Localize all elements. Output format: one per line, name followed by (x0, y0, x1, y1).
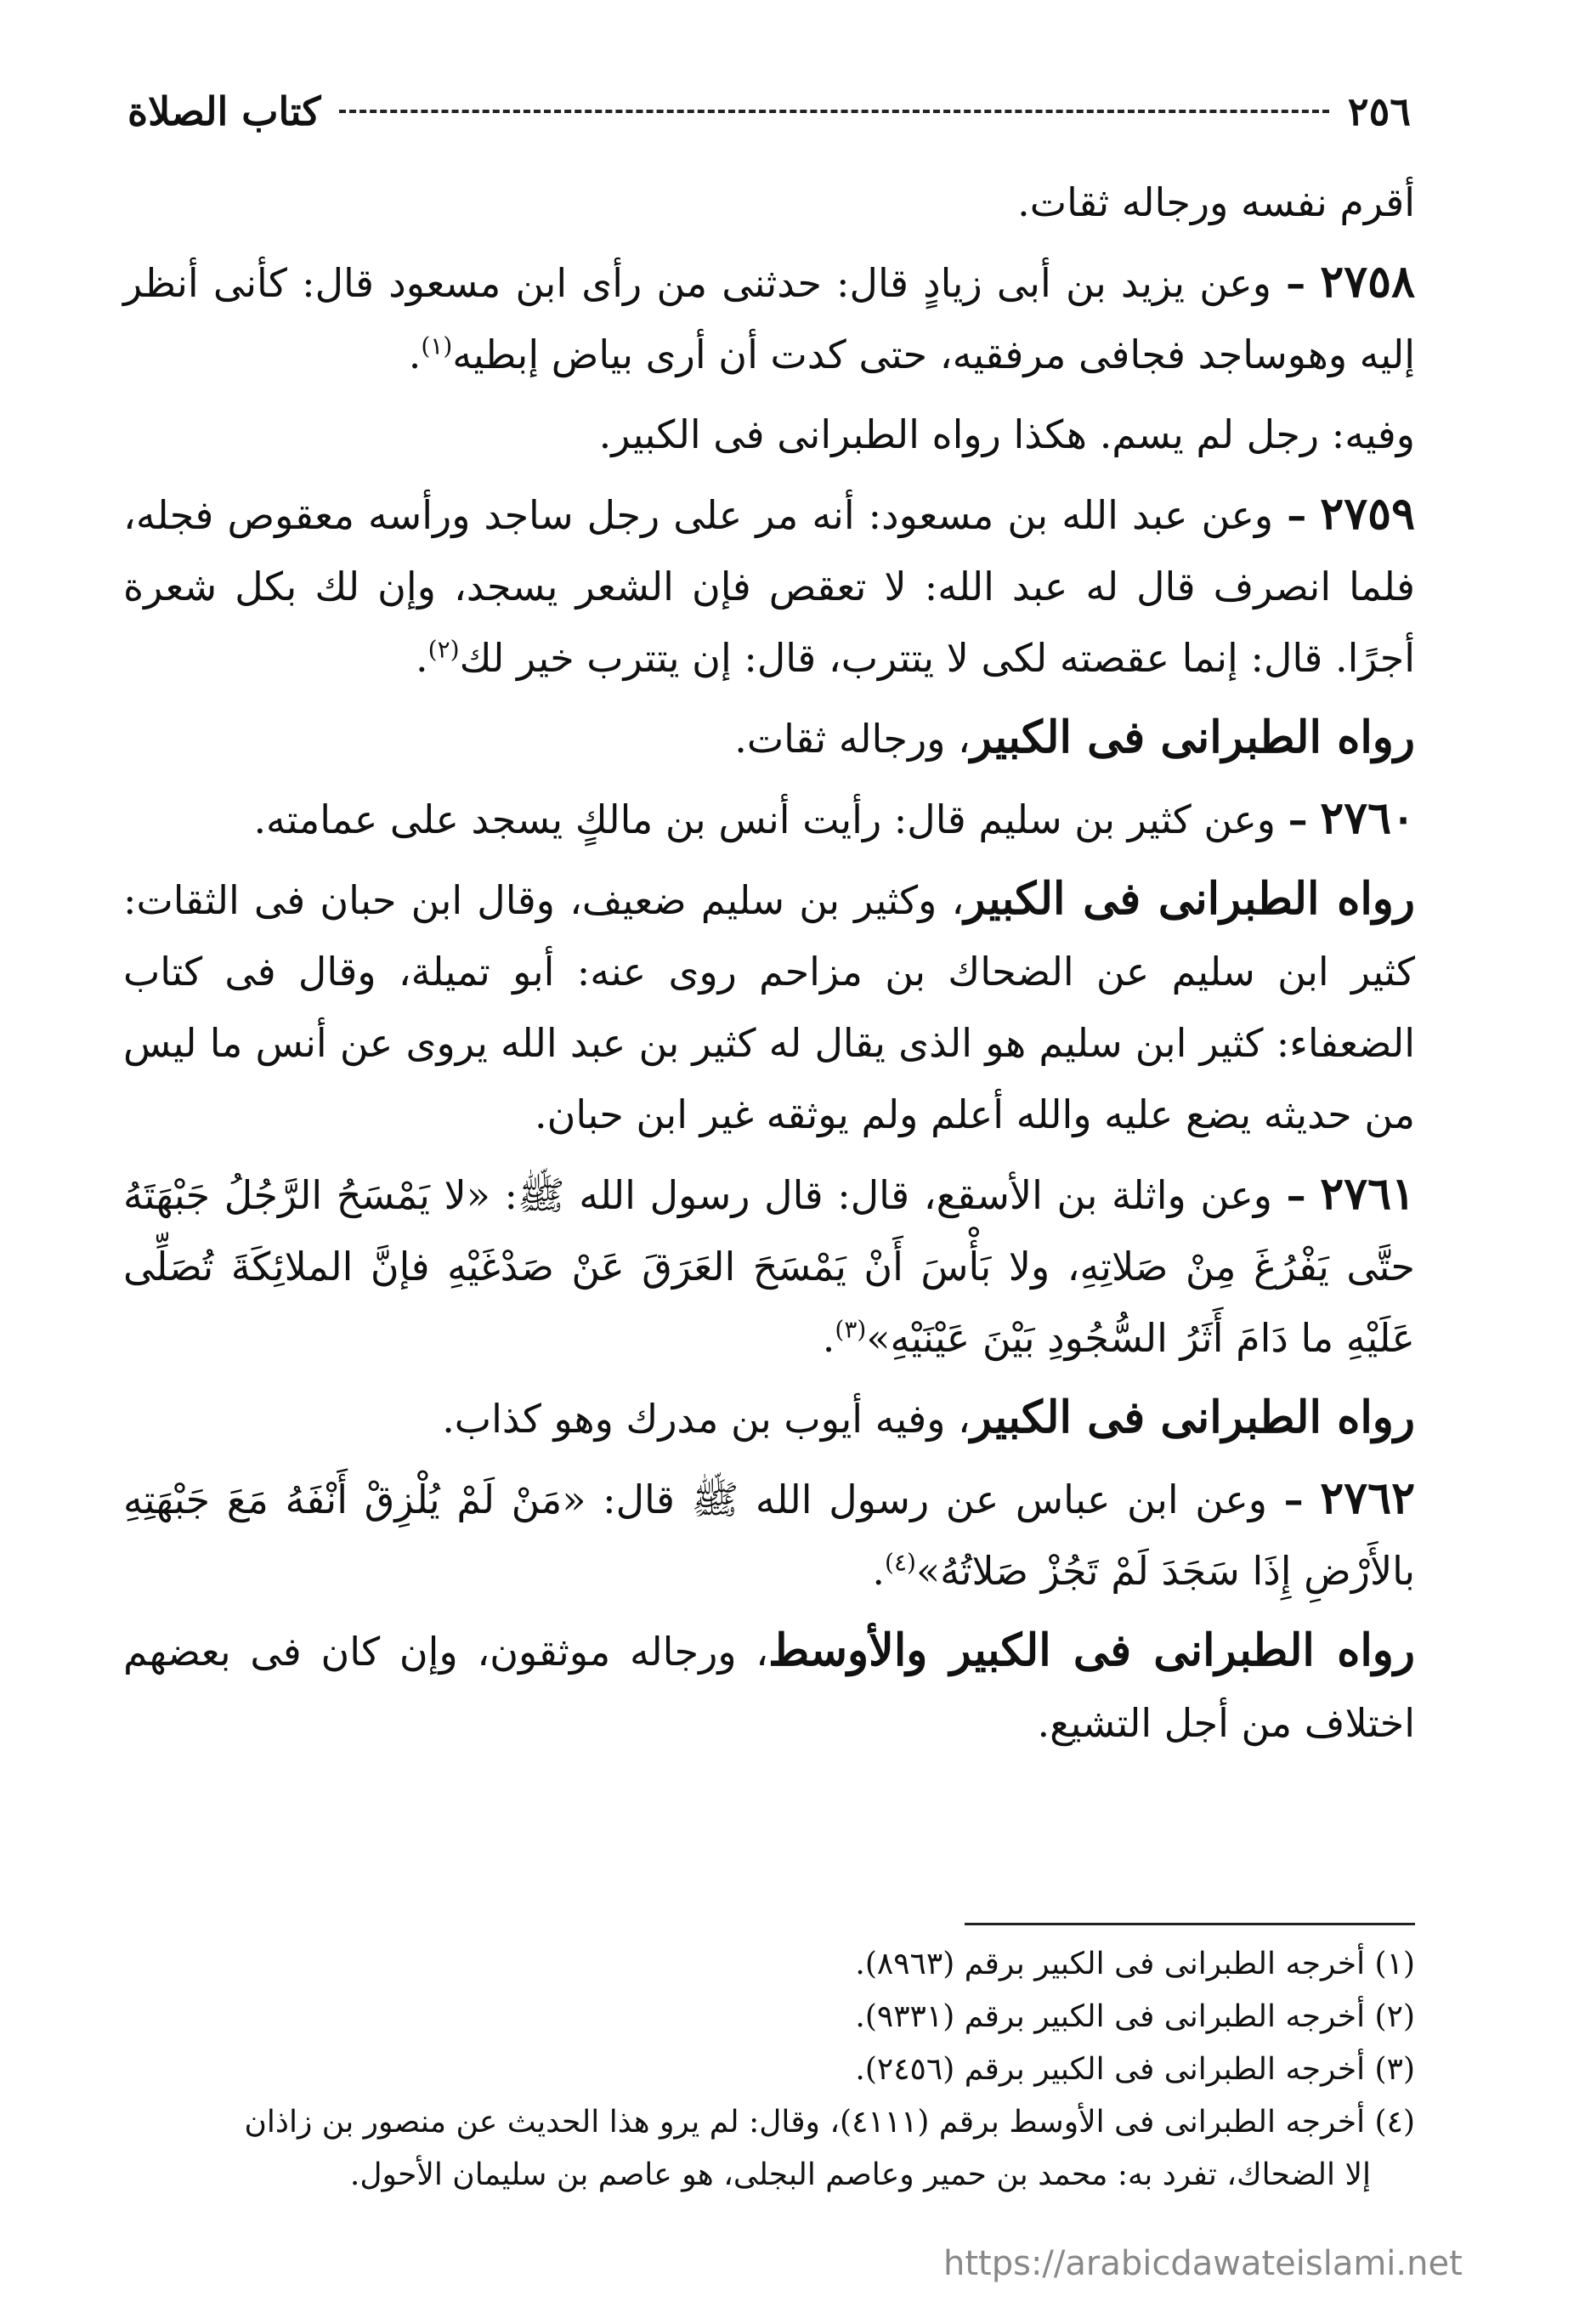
hadith-number: ٢٧٦٠ (1320, 792, 1415, 844)
hadith-dash: – (1288, 796, 1308, 842)
footnote-2: (٢) أخرجه الطبرانى فى الكبير برقم (٩٣٣١). (855, 1999, 1415, 2034)
hadith-2759 (123, 479, 1415, 694)
commentary-2760 (123, 864, 1415, 1150)
commentary-2761 (123, 1382, 1415, 1454)
hadith-number: ٢٧٦١ (1320, 1168, 1416, 1220)
paragraph-text: وفيه: رجل لم يسم. هكذا رواه الطبرانى فى الكبير. (598, 411, 1415, 457)
hadith-text: وعن كثير بن سليم قال: رأيت أنس بن مالكٍ يسجد على عمامته. (253, 796, 1276, 842)
paragraph-text: أقرم نفسه ورجاله ثقات. (1017, 179, 1415, 225)
hadith-2760 (123, 783, 1415, 855)
hadith-text: وعن ابن عباس عن رسول الله ﷺ قال: «مَنْ لَمْ يُلْزِقْ أَنْفَهُ مَعَ جَبْهَتِهِ بالأَرْضِ إِذَا سَجَدَ لَمْ تَجُزْ صَلاتُهُ» (123, 1477, 1415, 1594)
hadith-2758 (123, 247, 1415, 390)
hadith-2761 (123, 1159, 1415, 1374)
page-number: ٢٥٦ (1347, 88, 1411, 134)
hadith-end: . (416, 635, 428, 681)
paragraph-text: ، ورجاله ثقات. (734, 716, 971, 762)
paragraph-text: ، ورجاله موثقون، وإن كان فى بعضهم اختلاف من أجل التشيع. (123, 1629, 1415, 1746)
commentary-2758 (123, 399, 1415, 470)
footnote-3: (٣) أخرجه الطبرانى فى الكبير برقم (٢٤٥٦). (855, 2052, 1415, 2087)
footnote-ref: (٣) (835, 1315, 867, 1344)
hadith-text: وعن عبد الله بن مسعود: أنه مر على رجل ساجد ورأسه معقوص فجله، فلما انصرف قال له عبد الله: لا تعقص فإن الشعر يسجد، وإن لك بكل شعرة أجرًا. قال: إنما عقصته لكى لا يتترب، قال: إن يتترب خير لك (123, 492, 1415, 681)
hadith-text: وعن يزيد بن أبى زيادٍ قال: حدثنى من رأى ابن مسعود قال: كأنى أنظر إليه وهوساجد فجافى مرفقيه، حتى كدت أن أرى بياض إبطيه (123, 260, 1415, 377)
source-citation: رواه الطبرانى فى الكبير (970, 711, 1415, 763)
watermark-url: https://arabicdawateislami.net (943, 2244, 1463, 2283)
hadith-2762 (123, 1463, 1415, 1607)
hadith-number: ٢٧٥٩ (1320, 488, 1415, 540)
footnote-ref: (٢) (427, 635, 460, 664)
footnote-ref: (١) (421, 332, 453, 360)
footnote-4-continuation: إلا الضحاك، تفرد به: محمد بن حمير وعاصم البجلى، هو عاصم بن سليمان الأحول. (349, 2157, 1371, 2192)
page-header (127, 82, 1411, 141)
footnote-ref: (٤) (885, 1548, 916, 1577)
paragraph-text: ، وكثير بن سليم ضعيف، وقال ابن حبان فى الثقات: كثير ابن سليم عن الضحاك بن مزاحم روى عنه: أبو تميلة، وقال فى كتاب الضعفاء: كثير ابن سليم هو الذى يقال له كثير بن عبد الله يروى عن أنس ما ليس من حديثه يضع عليه والله أعلم ولم يوثقه غير ابن حبان. (123, 877, 1415, 1137)
hadith-dash: – (1283, 1477, 1304, 1522)
source-citation: رواه الطبرانى فى الكبير والأوسط (768, 1624, 1415, 1676)
hadith-end: . (408, 332, 422, 377)
main-text (123, 167, 1415, 1767)
hadith-dash: – (1287, 492, 1307, 538)
commentary-2759 (123, 702, 1415, 774)
footnote-1: (١) أخرجه الطبرانى فى الكبير برقم (٨٩٦٣). (855, 1947, 1415, 1981)
book-title: كتاب الصلاة (127, 88, 321, 134)
hadith-end: . (822, 1315, 835, 1361)
hadith-end: . (872, 1548, 886, 1594)
hadith-number: ٢٧٥٨ (1320, 256, 1416, 308)
footnotes (123, 1938, 1415, 2202)
footnote-divider (965, 1923, 1415, 1925)
header-dashed-rule (339, 110, 1329, 113)
hadith-dash: – (1286, 1172, 1306, 1218)
paragraph-text: ، وفيه أيوب بن مدرك وهو كذاب. (442, 1396, 971, 1442)
commentary-2762 (123, 1615, 1415, 1759)
hadith-number: ٢٧٦٢ (1320, 1472, 1416, 1524)
hadith-text: وعن واثلة بن الأسقع، قال: قال رسول الله ﷺ: «لا يَمْسَحُ الرَّجُلُ جَبْهَتَهُ حتَّى يَفْرُغَ مِنْ صَلاتِهِ، ولا بَأْسَ أَنْ يَمْسَحَ العَرَقَ عَنْ صَدْغَيْهِ فإنَّ الملائِكَةَ تُصَلِّى عَلَيْهِ ما دَامَ أَثَرُ السُّجُودِ بَيْنَ عَيْنَيْهِ» (123, 1172, 1415, 1361)
hadith-dash: – (1286, 260, 1306, 306)
source-citation: رواه الطبرانى فى الكبير (964, 873, 1415, 925)
footnote-4: (٤) أخرجه الطبرانى فى الأوسط برقم (٤١١١)، وقال: لم يرو هذا الحديث عن منصور بن زاذان (244, 2105, 1415, 2140)
source-citation: رواه الطبرانى فى الكبير (970, 1392, 1415, 1443)
paragraph-continuation (123, 167, 1415, 238)
